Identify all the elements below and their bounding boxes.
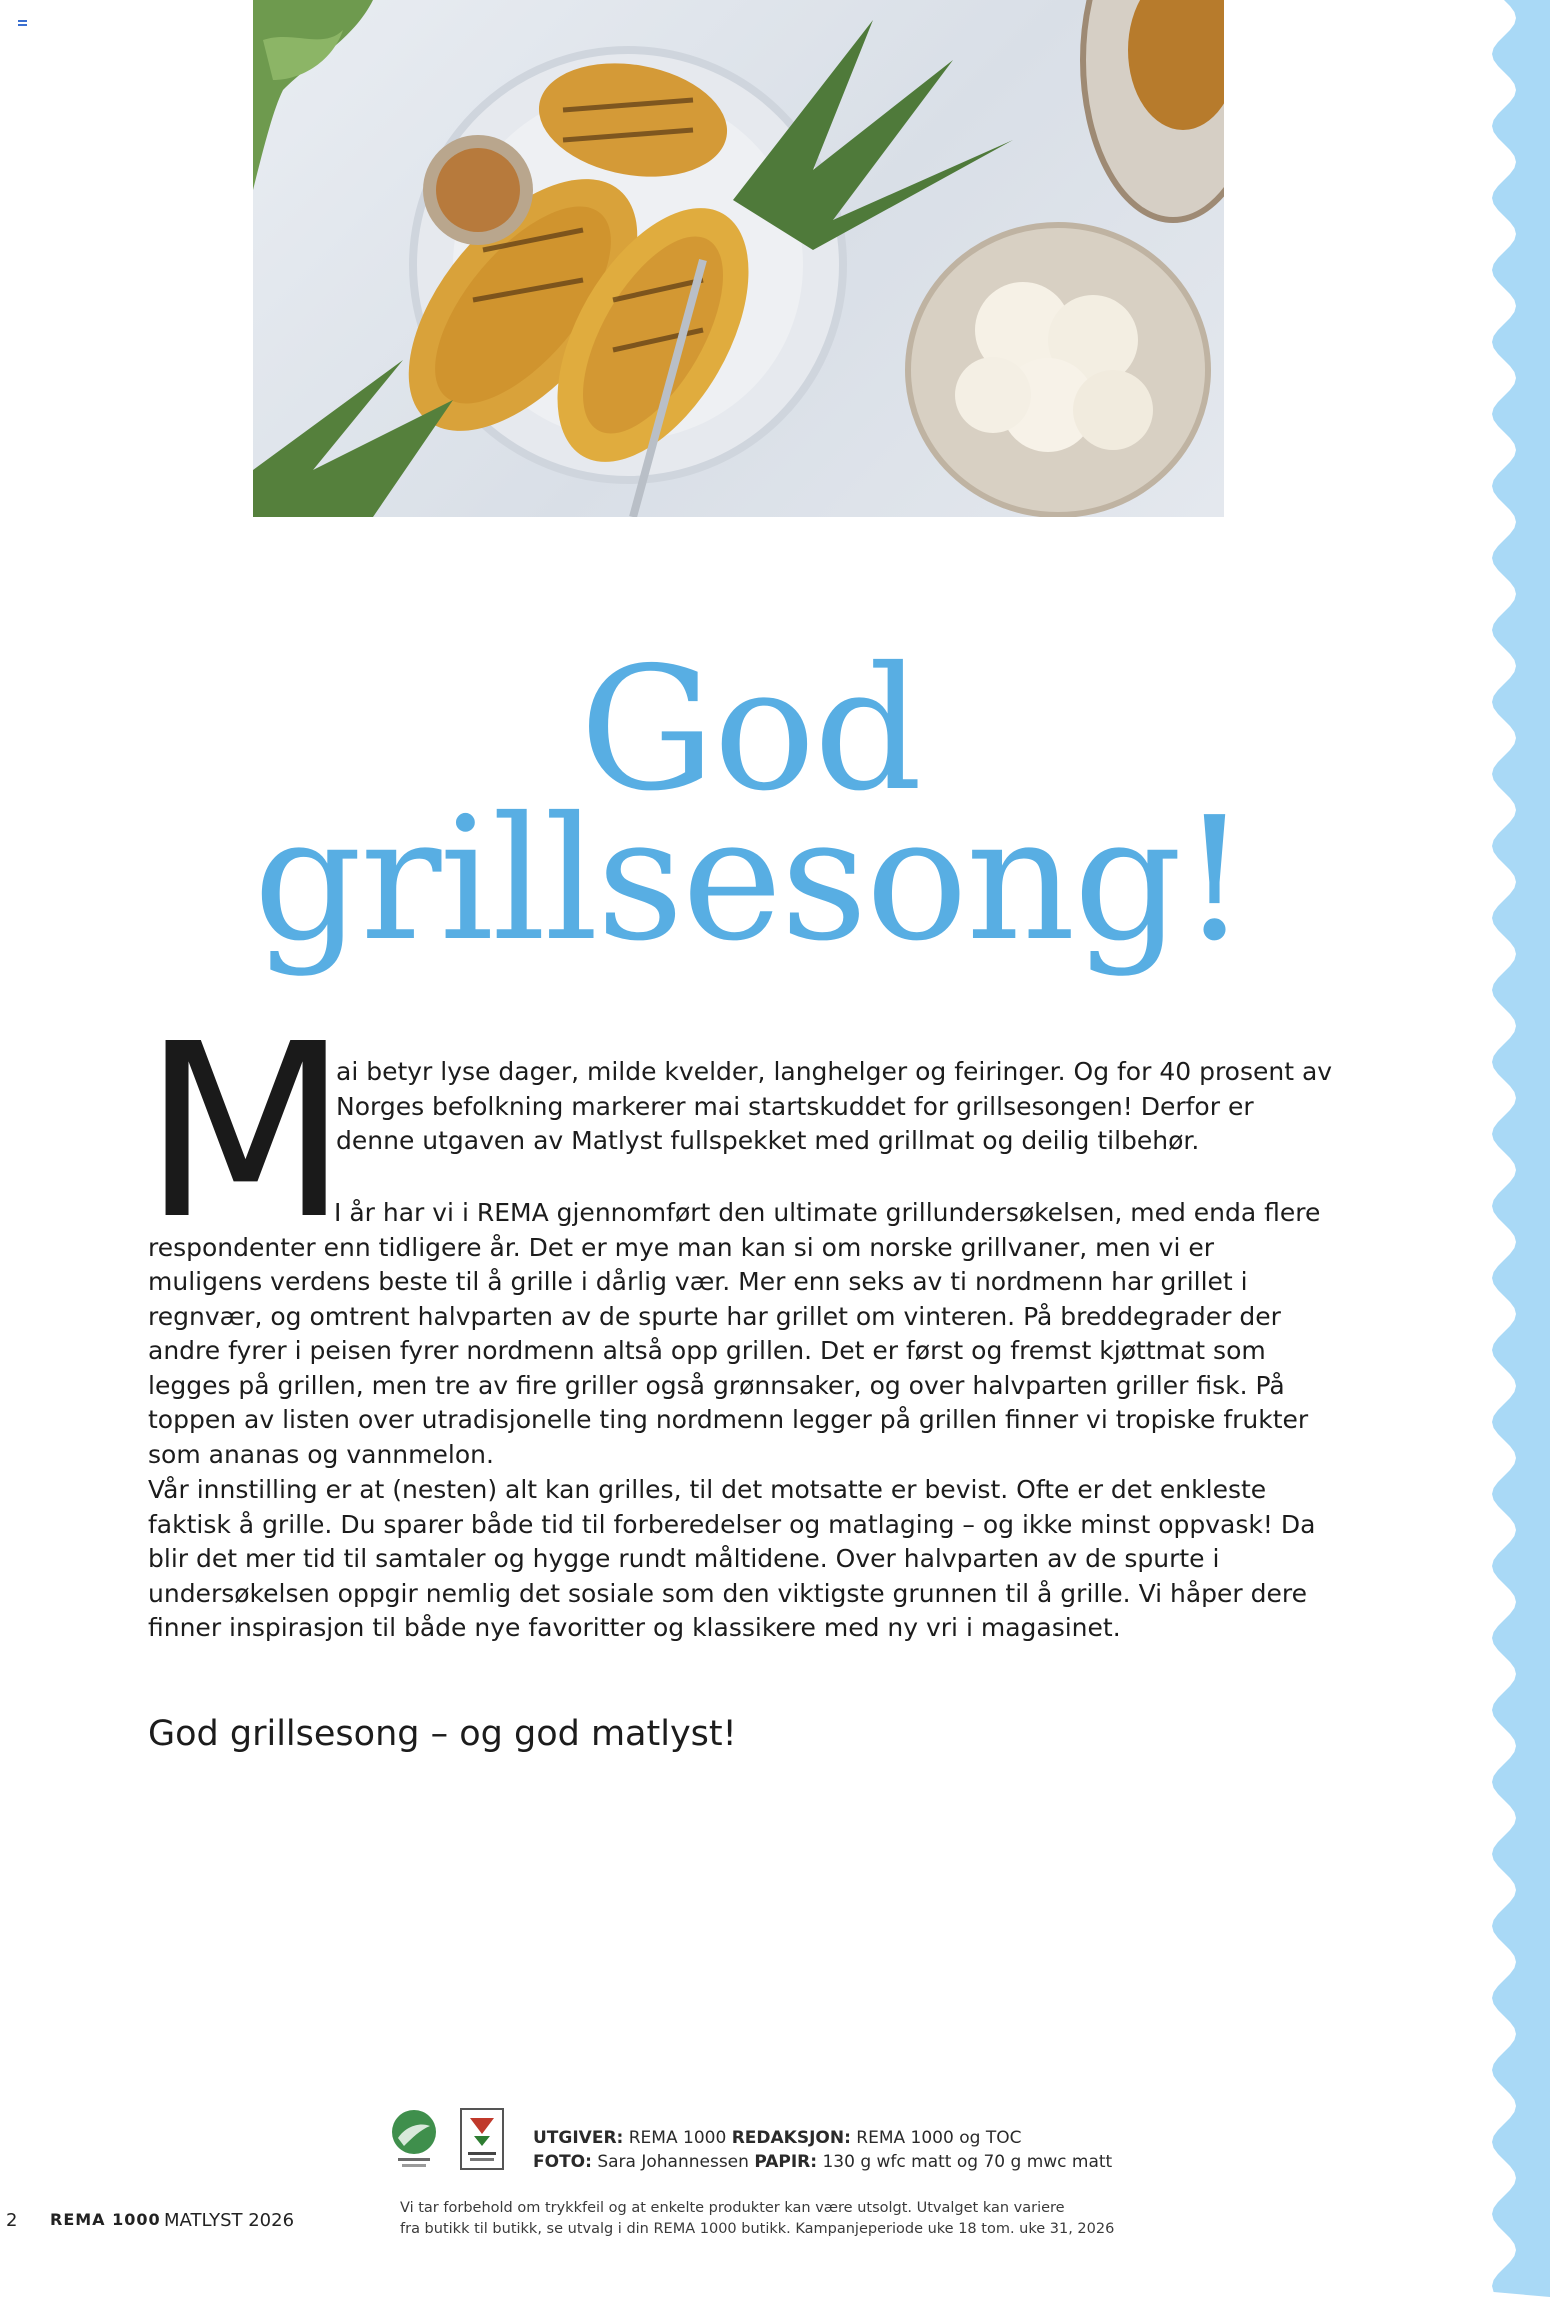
page-number: 2: [6, 2210, 18, 2231]
credits: UTGIVER: REMA 1000 REDAKSJON: REMA 1000 og TOC FOTO: Sara Johannessen PAPIR: 130 g wfc matt og 70 g mwc matt: [533, 2128, 1113, 2172]
magazine-name: MATLYST 2026: [164, 2210, 295, 2231]
intro-paragraph-2: I år har vi i REMA gjennomført den ultimate grillundersøkelsen, med enda flere respondenter enn tidligere år. Det er mye man kan si om norske grillvaner, men vi er muligens verdens beste til å grille i dårlig vær. Mer enn seks av ti nordmenn har grillet i regnvær, og omtrent halvparten av de spurte har grillet om vinteren. På breddegrader der andre fyrer i peisen fyrer nordmenn altså opp grillen. Det er først og fremst kjøttmat som legges på grillen, men tre av fire griller også grønnsaker, og over halvparten griller fisk. På toppen av listen over utradisjonelle ting nordmenn legger på grillen finner vi tropiske frukter som ananas og vannmelon.: [148, 1198, 1321, 1469]
page-title-line1: God: [579, 631, 921, 829]
drop-cap: M: [142, 992, 350, 1272]
wave-border: [1490, 0, 1550, 2297]
disclaimer: Vi tar forbehold om trykkfeil og at enkelte produkter kan være utsolgt. Utvalget kan variere fra butikk til butikk, se utvalg i din REMA 1000 butikk. Kampanjeperiode uke 18 tom. uke 31, 2026: [400, 2200, 1115, 2237]
closing-line: God grillsesong – og god matlyst!: [148, 1714, 737, 1754]
hero-photo: [253, 0, 1224, 517]
intro-paragraph-1: ai betyr lyse dager, milde kvelder, langhelger og feiringer. Og for 40 prosent av Norges befolkning markerer mai startskuddet for grillsesongen! Derfor er denne utgaven av Matlyst fullspekket med grillmat og deilig tilbehør.: [336, 1057, 1333, 1155]
brand-logo: REMA 1000: [50, 2210, 161, 2229]
intro-paragraph-3: Vår innstilling er at (nesten) alt kan grilles, til det motsatte er bevist. Ofte er det enkleste faktisk å grille. Du sparer både tid til forberedelser og matlaging – og ikke minst oppvask! Da blir det mer tid til samtaler og hygge rundt måltidene. Over halvparten av de spurte i undersøkelsen oppgir nemlig det sosiale som den viktigste grunnen til å grille. Vi håper dere finner inspirasjon til både nye favoritter og klassikere med ny vri i magasinet.: [148, 1475, 1316, 1642]
page-title-line2: grillsesong!: [253, 781, 1247, 979]
hamburger-icon[interactable]: [18, 20, 27, 28]
swan-ecolabel-icon: [390, 2108, 438, 2170]
trykt-i-norge-icon: [460, 2108, 504, 2170]
